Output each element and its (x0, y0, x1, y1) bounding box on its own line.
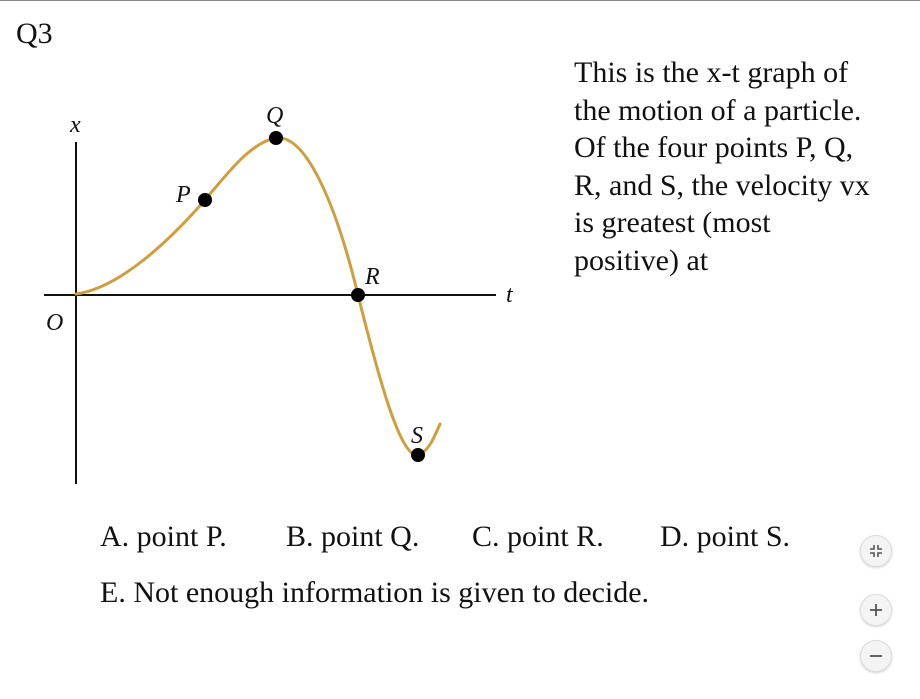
question-number: Q3 (16, 17, 53, 50)
zoom-in-button[interactable] (860, 594, 892, 626)
plus-icon (869, 603, 883, 617)
answer-row-2 (100, 574, 649, 612)
question-line-4: R, and S, the velocity vx (574, 168, 870, 202)
point-q (269, 131, 283, 145)
y-axis-label: x (70, 112, 81, 138)
answer-e[interactable]: E. Not enough information is given to decide. (100, 576, 650, 609)
point-s-label: S (411, 423, 423, 449)
answer-d[interactable]: D. point S. (660, 520, 791, 553)
question-line-1: This is the x-t graph of (574, 56, 849, 89)
answer-a[interactable]: A. point P. (100, 520, 227, 553)
question-text (574, 54, 904, 279)
fit-screen-icon (869, 544, 883, 558)
point-r (351, 288, 365, 302)
point-r-label: R (365, 264, 380, 290)
question-line-6: positive) at (574, 243, 709, 277)
answer-b[interactable]: B. point Q. (286, 520, 420, 553)
origin-label: O (46, 310, 64, 336)
point-s (411, 448, 425, 462)
point-p (198, 193, 212, 207)
minus-icon (869, 649, 883, 663)
point-q-label: Q (266, 103, 284, 129)
zoom-out-button[interactable] (860, 640, 892, 672)
x-axis-label: t (506, 282, 513, 308)
point-p-label: P (176, 182, 191, 208)
xt-graph (0, 0, 560, 500)
question-line-3: Of the four points P, Q, (574, 131, 854, 164)
question-line-2: the motion of a particle. (574, 93, 862, 127)
fit-screen-button[interactable] (860, 535, 892, 567)
answer-c[interactable]: C. point R. (472, 520, 604, 553)
motion-curve (76, 138, 440, 455)
question-line-5: is greatest (most (574, 206, 771, 239)
